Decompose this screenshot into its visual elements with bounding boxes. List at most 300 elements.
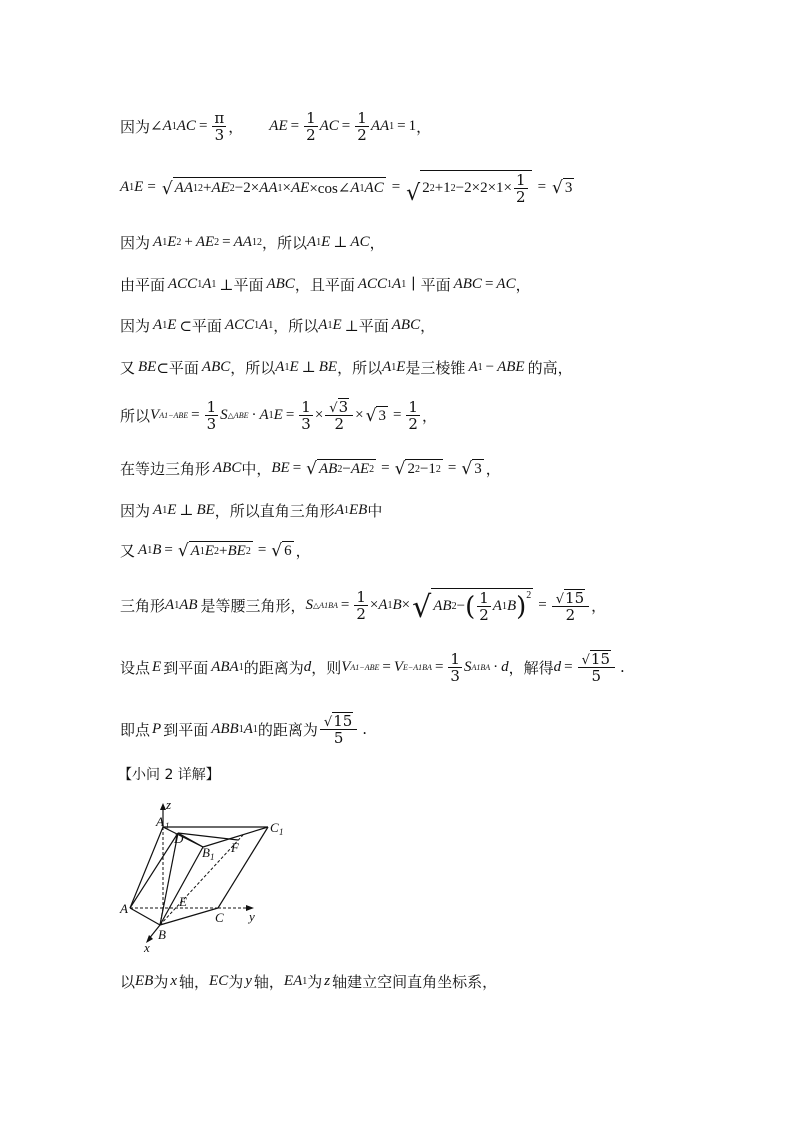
text: 2 (369, 464, 375, 475)
label-z: z (166, 797, 172, 812)
text: 为 (153, 973, 169, 991)
text: ，所以 (261, 234, 307, 252)
text: E (396, 359, 406, 375)
text: 1 (162, 320, 168, 331)
line-11 (120, 588, 606, 623)
text: ABC (201, 359, 231, 375)
label-E: E (179, 894, 187, 909)
text: EB (135, 973, 154, 989)
text: ⊥平面 (219, 276, 264, 294)
text: 1 (301, 397, 311, 416)
text: E−A1BA (403, 662, 432, 672)
text: E (134, 179, 144, 195)
text: ，则 (311, 658, 342, 677)
text: = (392, 406, 402, 423)
text: 以 (120, 973, 136, 991)
text: A (165, 597, 175, 613)
text: 3 (214, 126, 225, 144)
text: 5 (591, 667, 602, 685)
text: ⊂平面 (156, 359, 199, 377)
text: 1 (387, 600, 393, 611)
text: 3 (301, 414, 311, 433)
text: 是三棱锥 (405, 359, 466, 377)
square-root: √ 2 2 −1 2 (394, 459, 441, 479)
label-A1-sub: 1 (165, 821, 170, 831)
text: EB (348, 502, 368, 518)
label-A1: A (156, 814, 164, 829)
text: ， (416, 118, 432, 136)
section-heading: 【小问 2 详解】 (118, 767, 220, 783)
text: = (538, 597, 547, 613)
text: 1 (408, 118, 417, 134)
text: · (493, 658, 499, 675)
text: z (324, 973, 331, 989)
text: 2 (414, 464, 420, 475)
line-13 (120, 712, 367, 746)
text: = (285, 406, 295, 423)
square-root: √ 3 (552, 178, 573, 198)
text: A1−ABE (159, 410, 189, 420)
label-B: B (158, 927, 166, 942)
text: ， (591, 597, 607, 615)
text: 2 (334, 415, 344, 433)
text: BE (227, 543, 246, 559)
text: E (167, 317, 177, 333)
text: ABC (453, 276, 482, 292)
text: 是等腰三角形， (200, 597, 306, 615)
text: AC (350, 234, 370, 250)
text: π (214, 109, 225, 127)
text: A (120, 179, 130, 195)
text: ，所以直角三角形 (214, 502, 335, 520)
text: A (190, 543, 200, 559)
fraction (325, 398, 353, 432)
text: 1 (343, 505, 349, 516)
text: ⊥平面 (344, 317, 389, 335)
line-3 (120, 232, 385, 253)
text: 1 (162, 237, 168, 248)
text: 1 (252, 723, 258, 735)
text: = (341, 118, 351, 134)
text: = (382, 658, 391, 675)
text: ， (369, 234, 385, 252)
text: × (369, 597, 379, 613)
text: ABE (497, 359, 525, 375)
text: ABC (266, 276, 295, 292)
text: ， (421, 406, 437, 425)
text: × (355, 406, 364, 423)
text: AE (195, 234, 215, 250)
text: × (314, 406, 324, 423)
text: 15 (590, 650, 611, 668)
text: = (147, 179, 156, 195)
text: = (198, 118, 208, 134)
text: 因为 (120, 234, 151, 252)
text: 2 (229, 183, 235, 194)
text: S (463, 658, 472, 675)
text: = (292, 460, 302, 476)
fraction (205, 399, 219, 432)
text: 中， (241, 460, 272, 478)
text: d (303, 658, 312, 675)
text: 15 (333, 712, 353, 730)
fraction (406, 399, 420, 432)
text: E (321, 234, 331, 250)
text: · (251, 406, 257, 423)
text: E (152, 658, 162, 675)
text: A (153, 502, 163, 518)
text: 在等边三角形 (120, 460, 211, 478)
label-B1-sub: 1 (210, 852, 215, 862)
text: = (537, 179, 547, 195)
text: × (282, 180, 291, 196)
text: V (150, 406, 160, 423)
label-C1: C (270, 820, 279, 835)
text: 中 (367, 502, 383, 520)
text: 三角形 (120, 597, 166, 615)
text: −2× (234, 180, 260, 196)
line-5 (120, 315, 435, 336)
text: 3 (450, 666, 460, 685)
text: S (305, 597, 314, 613)
text: d (553, 658, 562, 675)
label-C1-sub: 1 (279, 827, 284, 837)
text: AA (174, 180, 193, 196)
text: ACC (357, 276, 388, 292)
text: AC (496, 276, 516, 292)
text: A (392, 276, 402, 292)
line-2 (120, 170, 576, 205)
text: 1 (268, 409, 274, 421)
text: −2×2×1× (455, 180, 513, 196)
text: 1 (327, 320, 333, 331)
text: 2 (176, 237, 182, 248)
fraction (477, 590, 491, 623)
text: 2 (245, 546, 251, 557)
text: A (382, 359, 392, 375)
text: = (290, 118, 300, 134)
square-root: √ A 1 E 2 + BE 2 (177, 541, 251, 561)
text: 2 (256, 237, 262, 248)
text: 1 (479, 589, 489, 607)
text: 1 (268, 320, 274, 331)
text: 1 (162, 505, 168, 516)
text: 1 (357, 109, 367, 127)
text: 1 (501, 601, 507, 612)
fraction (552, 589, 589, 623)
text: 2 (197, 183, 203, 194)
square-root: √ 15 (555, 588, 585, 607)
text: + (219, 543, 228, 559)
text: AC (364, 180, 384, 196)
text: ABB (211, 720, 239, 737)
label-F: F (231, 840, 239, 855)
text: 由平面 (120, 276, 166, 294)
text: = (381, 460, 390, 476)
square-root: √ AB 2 − ( $\frac{1}{2}$ A 1 B ) $^2$ (412, 589, 532, 625)
text: 2 (479, 606, 489, 624)
text: 2 (407, 461, 415, 477)
fraction (320, 712, 357, 746)
square-root: √ 15 (581, 650, 611, 668)
text: AB (179, 597, 198, 613)
text: 1 (174, 600, 180, 611)
text: 为 (307, 973, 323, 991)
line-4 (120, 274, 531, 295)
text: 2 (451, 601, 457, 612)
text: E (167, 502, 177, 518)
text: ，所以 (273, 317, 319, 335)
text: 1 (401, 279, 407, 290)
text: 为 (228, 973, 244, 991)
text: AA (370, 118, 390, 134)
fraction (448, 651, 462, 684)
text: = (222, 234, 231, 250)
text: B (392, 597, 402, 613)
text: ×cos∠ (309, 181, 351, 197)
text: 1 (284, 362, 290, 373)
text: = (484, 276, 494, 292)
text: ABA (211, 658, 239, 675)
line-7 (120, 398, 437, 432)
square-root: √ 3 (461, 459, 482, 479)
text: BE (271, 460, 290, 476)
text: 3 (474, 461, 482, 477)
label-y: y (249, 909, 255, 924)
text: 轴， (253, 973, 284, 991)
text: ，且平面 (294, 276, 355, 294)
text: A1−ABE (350, 662, 380, 672)
line-8 (120, 458, 501, 479)
text: ， (420, 317, 436, 335)
text: A1BA (471, 662, 491, 672)
text: AA (259, 180, 278, 196)
text: 2 (450, 183, 456, 194)
text: 3 (564, 180, 573, 196)
text: AE (350, 461, 370, 477)
text: AE (269, 118, 288, 134)
text: 轴建立空间直角坐标系， (332, 973, 498, 991)
text: 的距离为 (243, 658, 304, 677)
label-D: D (174, 831, 184, 846)
fraction (299, 399, 313, 432)
text: 15 (565, 588, 585, 607)
text: 1 (211, 279, 217, 290)
text: 1 (147, 545, 153, 556)
text: = (391, 179, 401, 195)
text: 1 (477, 362, 483, 373)
text: AB (319, 461, 338, 477)
text: x (170, 973, 178, 989)
text: ∣ (411, 277, 416, 293)
text: 1 (238, 723, 244, 735)
text: A (350, 180, 360, 196)
text: 1 (251, 237, 257, 248)
text: 1 (389, 121, 395, 132)
text: B (506, 598, 517, 614)
text: A (318, 317, 328, 333)
text: V (393, 658, 403, 675)
text: 因为 (120, 317, 151, 335)
text: 2 (422, 180, 430, 196)
text: 6 (284, 543, 292, 559)
text: = (564, 658, 573, 675)
text: A (162, 118, 172, 134)
text: E (289, 359, 299, 375)
text: 1 (277, 183, 283, 194)
text: 1 (129, 182, 135, 193)
text: BE (196, 502, 215, 518)
square-root: √ 3 (329, 398, 349, 416)
text: 到平面 (163, 720, 209, 739)
text: 1 (408, 397, 418, 416)
fraction (514, 172, 528, 205)
line-12 (120, 650, 625, 684)
line-10 (120, 540, 311, 561)
text: − (456, 598, 466, 614)
text: 的距离为 (257, 720, 318, 739)
square-root: √ AA 1 2 + AE 2 −2× AA 1 × AE ×cos∠ A 1 AC (161, 179, 384, 199)
text: y (245, 973, 252, 989)
text: = (164, 542, 173, 558)
text: A (202, 276, 212, 292)
text: AC (176, 118, 196, 134)
text: A (153, 234, 163, 250)
text: 2 (356, 605, 366, 623)
text: 1 (302, 976, 308, 987)
text: A (334, 502, 344, 518)
text: = (397, 118, 406, 134)
text: ， (485, 460, 501, 478)
text: × (401, 597, 411, 613)
text: S (220, 406, 228, 423)
text: 因为 (120, 118, 151, 136)
text: AB (433, 598, 452, 614)
text: 1 (450, 649, 460, 668)
text: 2 (565, 605, 576, 624)
text: ABC (391, 317, 421, 333)
text: ， (295, 542, 311, 560)
text: 1 (387, 279, 393, 290)
square-root: √ 15 (323, 712, 353, 730)
text: 1 (199, 546, 205, 557)
text: 3 (338, 398, 349, 416)
label-A: A (120, 901, 128, 916)
text: AA (233, 234, 252, 250)
line-6 (120, 357, 573, 378)
line-14 (120, 971, 497, 992)
text: 又 (120, 542, 136, 560)
text: 2 (306, 126, 316, 144)
text: E (204, 543, 215, 559)
text: − (342, 461, 351, 477)
text: . (362, 720, 368, 738)
label-C: C (215, 910, 224, 925)
fraction (355, 110, 369, 143)
text: 5 (333, 729, 344, 747)
text: d (501, 658, 509, 675)
square-root: √ 3 (365, 405, 386, 426)
text: ⊂平面 (179, 317, 222, 335)
text: = (340, 597, 350, 613)
text: 1 (206, 397, 217, 416)
text: BE (138, 359, 157, 375)
text: + (184, 234, 193, 250)
text: −1 (419, 461, 436, 477)
text: 2 (214, 237, 220, 248)
text: 1 (316, 237, 322, 248)
text: +1 (434, 180, 451, 196)
text: 1 (359, 183, 365, 194)
text: ，所以 (230, 359, 276, 377)
text: A (259, 406, 269, 423)
fraction (354, 589, 368, 622)
text: = (447, 460, 457, 476)
text: 2 (337, 464, 343, 475)
text: − (485, 359, 495, 375)
text: EC (209, 973, 229, 989)
text: ，解得 (508, 658, 554, 677)
fraction (212, 110, 226, 143)
text: AE (291, 180, 310, 196)
text: AC (319, 118, 339, 134)
line-1 (120, 110, 431, 143)
text: ACC (224, 317, 255, 333)
text: 轴， (179, 973, 210, 991)
text: 2 (408, 414, 418, 433)
text: 2 (214, 546, 220, 557)
text: ， (515, 276, 531, 294)
text: A (243, 720, 253, 737)
text: 1 (516, 171, 526, 189)
text: A (259, 317, 269, 333)
text: B (152, 542, 162, 558)
text: A (275, 359, 285, 375)
text: E (332, 317, 342, 333)
text: A (378, 597, 388, 613)
text: = (191, 406, 200, 423)
text: ⊥ (301, 360, 316, 376)
text: 1 (171, 121, 177, 132)
text: 3 (378, 407, 386, 424)
text: 1 (254, 320, 260, 331)
fraction (304, 110, 318, 143)
text: P (152, 720, 162, 737)
text: 1 (192, 183, 198, 194)
text: 2 (429, 183, 435, 194)
text: 1 (197, 279, 203, 290)
text: = (257, 542, 267, 558)
text: 2 (516, 188, 526, 206)
text: ⊥ (333, 235, 348, 251)
text: 设点 (120, 658, 151, 677)
text: 所以 (120, 406, 151, 425)
square-root: √ 6 (271, 541, 292, 561)
text: = (434, 658, 444, 675)
text: A (138, 542, 148, 558)
text: 2 (526, 590, 532, 601)
text: A (306, 234, 317, 250)
square-root: √ 2 2 +1 2 −2×2×1× $\frac{1}{2}$ (406, 170, 531, 205)
geometry-figure (118, 795, 298, 955)
text: AE (211, 180, 230, 196)
text: A (492, 598, 502, 614)
text: △A1BA (313, 601, 338, 610)
text: 又 (120, 359, 136, 377)
text: A (468, 359, 478, 375)
text: 到平面 (163, 658, 209, 677)
text: + (202, 180, 212, 196)
